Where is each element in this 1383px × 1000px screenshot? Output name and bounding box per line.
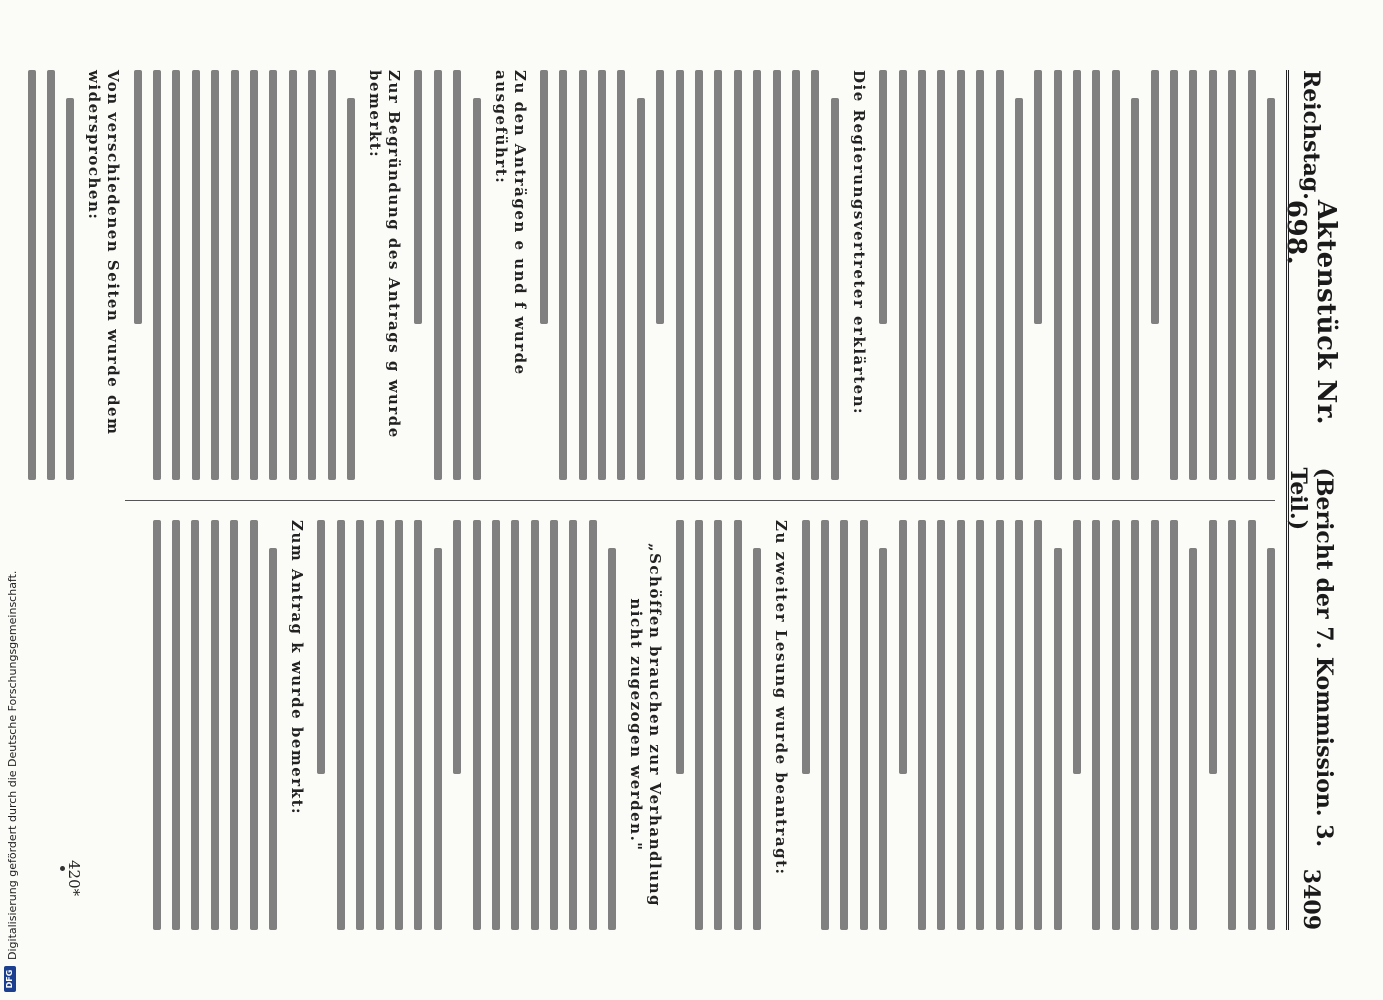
text-line (753, 70, 761, 480)
header-left: Reichstag. (1298, 70, 1324, 200)
text-line (618, 70, 626, 480)
text-line (821, 520, 829, 930)
text-line (976, 70, 984, 480)
quoted-text: „Schöffen brauchen zur Verhandlung nicht zugezogen werden." (627, 542, 665, 908)
right-column (125, 520, 1275, 930)
text-line (1209, 70, 1217, 480)
text-line (211, 520, 219, 930)
text-line (957, 520, 965, 930)
text-line (453, 70, 461, 480)
text-line (734, 520, 742, 930)
text-line (317, 520, 325, 774)
text-line (1092, 70, 1100, 480)
text-line (1228, 520, 1236, 930)
text-line (695, 70, 703, 480)
section-heading-5: Zu zweiter Lesung wurde beantragt: (772, 520, 791, 876)
column-separator (125, 500, 1275, 501)
text-line (637, 98, 645, 480)
text-line (269, 548, 277, 930)
text-line (250, 70, 258, 480)
text-line (879, 548, 887, 930)
text-line (172, 520, 180, 930)
text-line (1015, 520, 1023, 930)
text-line (211, 70, 219, 480)
text-line (879, 70, 887, 324)
text-line (414, 70, 422, 324)
text-line (1054, 70, 1062, 480)
text-line (831, 98, 839, 480)
text-line (714, 520, 722, 930)
signature-mark: 420* (65, 860, 83, 897)
text-line (840, 520, 848, 930)
text-line (172, 70, 180, 480)
text-line (1151, 70, 1159, 324)
text-line (531, 520, 539, 930)
text-line (976, 520, 984, 930)
dfg-logo-text: DFG (5, 969, 14, 989)
text-line (714, 70, 722, 480)
section-heading-6: Zum Antrag k wurde bemerkt: (288, 520, 307, 816)
text-line (47, 70, 55, 480)
text-line (192, 70, 200, 480)
text-line (1267, 98, 1275, 480)
text-line (269, 70, 277, 480)
text-line (1131, 520, 1139, 930)
text-line (1248, 520, 1256, 930)
text-line (899, 520, 907, 774)
text-line (1189, 548, 1197, 930)
footer-dot (60, 866, 65, 871)
header-center: Aktenstück Nr. 698. (1281, 199, 1341, 426)
text-line (1034, 520, 1042, 930)
text-line (559, 70, 567, 480)
text-line (1054, 548, 1062, 930)
text-line (328, 70, 336, 480)
text-line (414, 520, 422, 930)
page-number: 3409 (1298, 868, 1324, 930)
section-heading-3: Zur Begründung des Antrags g wurde bemerkt: (365, 70, 403, 439)
text-line (1073, 70, 1081, 480)
text-line (511, 520, 519, 930)
text-line (492, 520, 500, 930)
text-line (957, 70, 965, 480)
text-line (153, 520, 161, 930)
text-line (695, 520, 703, 930)
header-subtitle: (Bericht der 7. Kommission. 3. Teil.) (1285, 467, 1337, 848)
text-line (540, 70, 548, 324)
text-line (676, 520, 684, 774)
left-column (85, 70, 1275, 480)
text-line (1131, 98, 1139, 480)
text-line (996, 520, 1004, 930)
text-line (598, 70, 606, 480)
page-header (1281, 70, 1341, 930)
text-line (1209, 520, 1217, 774)
text-line (918, 520, 926, 930)
text-line (656, 70, 664, 324)
text-line (676, 70, 684, 480)
text-line (811, 70, 819, 480)
text-line (191, 520, 199, 930)
dfg-logo-icon (4, 966, 16, 992)
text-line (937, 520, 945, 930)
text-line (473, 520, 481, 930)
section-heading-4: Von verschiedenen Seiten wurde dem widersprochen: (85, 70, 123, 436)
text-line (1170, 520, 1178, 930)
text-line (1073, 520, 1081, 774)
text-line (1267, 548, 1275, 930)
text-line (153, 70, 161, 480)
text-line (1092, 520, 1100, 930)
text-line (899, 70, 907, 480)
text-line (66, 98, 74, 480)
text-line (347, 98, 355, 480)
text-line (231, 70, 239, 480)
text-line (230, 520, 238, 930)
text-line (1228, 70, 1236, 480)
text-line (860, 520, 868, 930)
header-rule (1286, 70, 1289, 930)
text-line (1015, 98, 1023, 480)
text-line (802, 520, 810, 774)
text-line (453, 520, 461, 774)
text-line (376, 520, 384, 930)
text-line (134, 70, 142, 324)
text-line (1248, 70, 1256, 480)
text-line (356, 520, 364, 930)
text-line (434, 548, 442, 930)
text-line (434, 70, 442, 480)
text-line (308, 70, 316, 480)
text-line (570, 520, 578, 930)
text-line (753, 548, 761, 930)
text-line (473, 98, 481, 480)
text-line (589, 520, 597, 930)
text-line (918, 70, 926, 480)
text-line (608, 548, 616, 930)
text-line (395, 520, 403, 930)
text-line (1112, 70, 1120, 480)
section-heading-2: Zu den Anträgen e und f wurde ausgeführt: (491, 70, 529, 376)
text-line (792, 70, 800, 480)
text-line (1034, 70, 1042, 324)
text-line (1112, 520, 1120, 930)
text-line (996, 70, 1004, 480)
credit-text: Digitalisierung gefördert durch die Deutsche Forschungsgemeinschaft. (6, 570, 19, 960)
digitization-credit (0, 0, 26, 1000)
text-line (28, 70, 36, 480)
text-line (1189, 70, 1197, 480)
text-line (734, 70, 742, 480)
section-heading-1: Die Regierungsvertreter erklärten: (849, 70, 868, 416)
text-line (937, 70, 945, 480)
text-line (579, 70, 587, 480)
text-line (550, 520, 558, 930)
text-line (337, 520, 345, 930)
text-line (289, 70, 297, 480)
text-line (250, 520, 258, 930)
text-line (1151, 520, 1159, 930)
text-line (1170, 70, 1178, 480)
text-line (773, 70, 781, 480)
